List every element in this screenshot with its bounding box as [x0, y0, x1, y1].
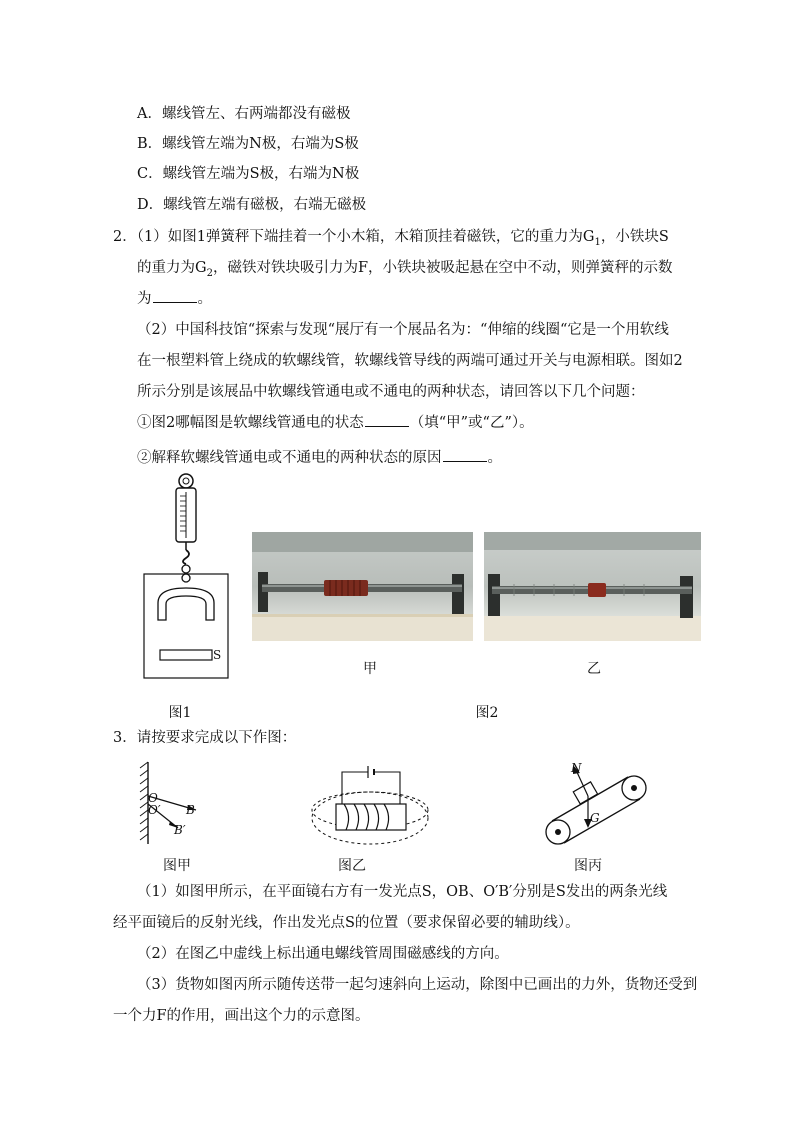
figure-solenoid: [308, 762, 432, 846]
label-b: B: [186, 803, 195, 817]
caption-fig-yi: 图乙: [338, 858, 366, 874]
q2-line1: 2．（1）如图1弹簧秤下端挂着一个小木箱，木箱顶挂着磁铁，它的重力为$G_1$，小铁块S: [113, 229, 669, 248]
option-b: B．螺线管左端为N极，右端为S极: [137, 136, 359, 152]
figure-conveyor: [538, 756, 656, 852]
option-d: D．螺线管左端有磁极，右端无磁极: [137, 197, 367, 213]
q2-part2-line3: 所示分别是该展品中软螺线管通电或不通电的两种状态，请回答以下几个问题：: [137, 384, 645, 400]
q3-part1-line1: （1）如图甲所示，在平面镜右方有一发光点S，OB、O′B′分别是S发出的两条光线: [137, 884, 668, 900]
q2-part2-line1: （2）中国科技馆“探索与发现“展厅有一个展品名为：“伸缩的线圈“它是一个用软线: [137, 322, 669, 338]
label-n: N: [571, 761, 582, 775]
label-b-prime: B′: [174, 823, 186, 837]
q3-part3-line2: 一个力F的作用，画出这个力的示意图。: [113, 1008, 370, 1024]
caption-fig-jia: 图甲: [163, 858, 191, 874]
q2-part2-line2: 在一根塑料管上绕成的软螺线管，软螺线管导线的两端可通过开关与电源相联。图如2: [137, 353, 683, 369]
q3-title: 3．请按要求完成以下作图：: [113, 730, 297, 746]
q2-sub2: ②解释软螺线管通电或不通电的两种状态的原因 。: [137, 450, 502, 466]
caption-fig-bing: 图丙: [574, 858, 602, 874]
q3-part1-line2: 经平面镜后的反射光线，作出发光点S的位置（要求保留必要的辅助线）。: [113, 915, 580, 931]
caption-fig1: 图1: [168, 705, 192, 721]
label-o: O: [148, 791, 158, 805]
answer-blank-3[interactable]: [443, 448, 487, 462]
answer-blank-2[interactable]: [365, 413, 409, 427]
q2-line3: 为 。: [137, 291, 212, 307]
q2-line2: 的重力为$G_2$，磁铁对铁块吸引力为F，小铁块被吸起悬在空中不动，则弹簧秤的示数: [137, 260, 673, 279]
answer-blank-1[interactable]: [153, 289, 197, 303]
q3-part2: （2）在图乙中虚线上标出通电螺线管周围磁感线的方向。: [137, 946, 509, 962]
subscript-1: 1: [594, 236, 601, 248]
option-c: C．螺线管左端为S极，右端为N极: [137, 166, 360, 182]
q2-sub1: ①图2哪幅图是软螺线管通电的状态 （填“甲”或“乙”）。: [137, 415, 534, 431]
fig1-label-s: S: [213, 648, 222, 662]
option-a: A．螺线管左、右两端都没有磁极: [137, 106, 351, 122]
q3-part3-line1: （3）货物如图丙所示随传送带一起匀速斜向上运动，除图中已画出的力外，货物还受到: [137, 977, 698, 993]
caption-yi: 乙: [587, 661, 601, 677]
photo-yi: [484, 532, 701, 641]
caption-jia: 甲: [363, 661, 377, 677]
photo-jia: [252, 532, 473, 641]
q2-number: 2．: [113, 229, 137, 245]
label-o-prime: O′: [148, 803, 161, 817]
subscript-2: 2: [206, 267, 213, 279]
label-g: G: [590, 811, 600, 825]
caption-fig2: 图2: [475, 705, 499, 721]
